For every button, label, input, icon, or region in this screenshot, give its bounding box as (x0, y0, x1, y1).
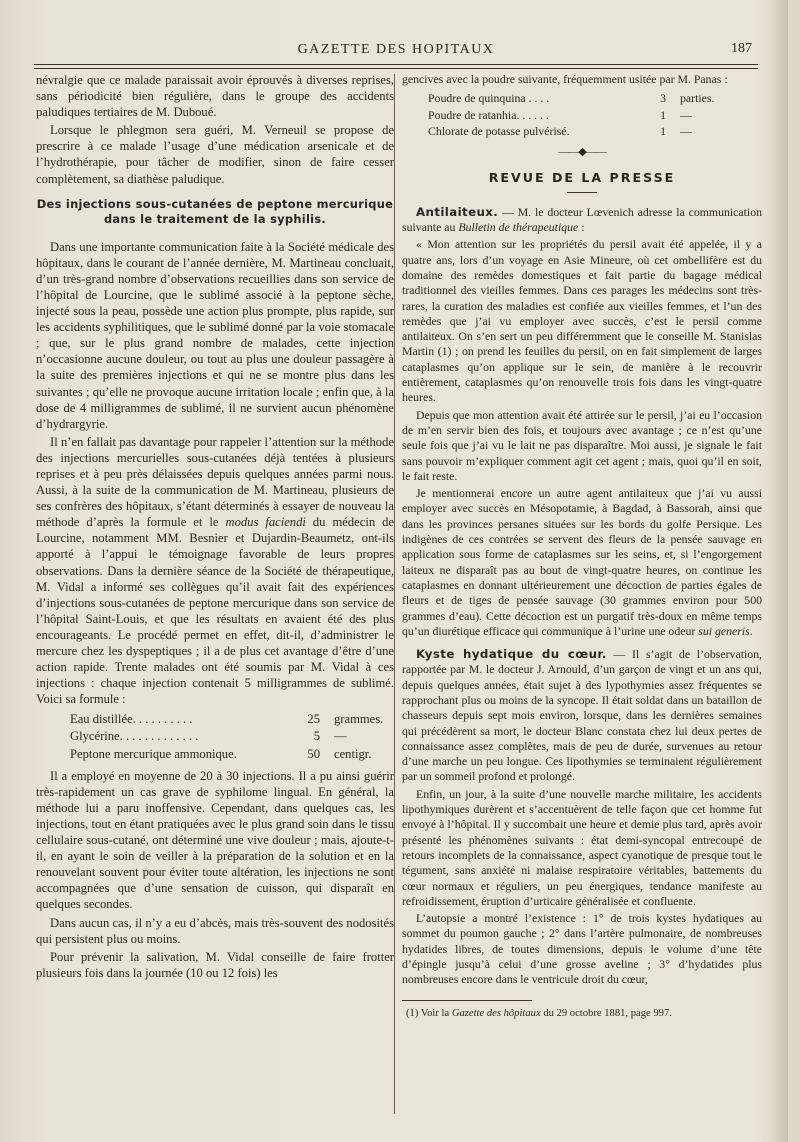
footnote (402, 1007, 762, 1021)
quantity: 25 (307, 712, 320, 727)
left-column (36, 72, 394, 983)
text-run: (1) Voir la (406, 1007, 452, 1019)
journal-title: GAZETTE DES HOPITAUX (297, 42, 495, 57)
ingredient: Poudre de ratanhia. . . . . . (428, 107, 549, 122)
run-in-heading: Antilaiteux. (416, 204, 499, 219)
formula-table (402, 91, 762, 139)
footnote-rule (402, 1000, 532, 1001)
text-run: — Il s’agit de l’observation, rapportée par M. le docteur J. Arnould, d’un garçon de vingt et un ans qui, depuis quelques années, était sujet à des lypothymies assez fréquentes se rapprochant plus ou moins de la syncope. Il était soldat dans un bataillon de chasseurs depuis sept mois environ, lorsque, dans les dernières semaines qui précédèrent sa mort, le docteur Blanc constata chez lui deux pertes de connaissance assez complètes, mais de peu de durée, survenues au retour d’une marche un peu longue. Ces lipothymies se terminaient régulièrement par un sommeil profond et prolongé. (402, 647, 762, 784)
quantity: 3 (660, 91, 666, 106)
ornament-divider: ——◆—— (558, 146, 606, 159)
formula-table (36, 711, 394, 761)
paragraph: « Mon attention sur les propriétés du persil avait été appelée, il y a quatre ans, lors d’un voyage en Asie Mineure, où cet ombellifère est du domaine des remèdes domestiques et fait partie du bagage médical traditionnel des vieilles femmes. Dans ces parages les médecins sont très-rares, la curation des maladies est confiée aux vieilles femmes, et l’un des remèdes que j’ai vu employer avec succès, c’est le persil comme antilaiteux. On s’en sert un peu différemment que le conseille M. Stanislas Martin (1) ; on prend les feuilles du persil, on en fait simplement de larges cataplasmes qu’on applique sur le sein, de manière à le recouvrir entièrement, cataplasmes qu’on renouvelle trois fois dans les vingt-quatre heures. (402, 237, 762, 405)
unit: grammes. (334, 712, 384, 727)
formula-row (428, 108, 762, 123)
italic-text: Gazette des hôpitaux (451, 1007, 541, 1019)
paragraph (402, 486, 762, 639)
paragraph: Il a employé en moyenne de 20 à 30 injections. Il a pu ainsi guérir très-rapidement un cas grave de syphilome lingual. En général, la méthode lui a paru inoffensive. Cependant, dans quelques cas, les injections, tout en étant pratiquées avec le plus grand soin dans le tissu cellulaire sous-cutané, ont déterminé une vive douleur ; mais, ajoute-t-il, en ayant le soin de veiller à la préparation de la solution et en la renouvelant souvent pour éviter toute altération, les injections ne sont accompagnées que d’une sensation de cuisson, qui disparaît en quelques secondes. (36, 768, 394, 912)
paragraph: Depuis que mon attention avait été attirée sur le persil, j’ai eu l’occasion de m’en servir bien des fois, et toujours avec avantage ; ce n’est qu’une seule fois que j’ai vu le lait ne pas disparaître. Moi aussi, je signale le fait sans pouvoir m’expliquer comment agit cet agent ; mais, quoi qu’il en soit, le fait reste. (402, 407, 762, 483)
quantity: 1 (660, 123, 666, 138)
paragraph: Dans aucun cas, il n’y a eu d’abcès, mais très-souvent des nodosités qui persistent plus ou moins. (36, 915, 394, 946)
unit: — (680, 123, 692, 138)
paragraph: névralgie que ce malade paraissait avoir éprouvés à diverses reprises, sans périodicité bien régulière, dans le groupe des accidents paludiques tertiaires de M. Duboué. (36, 73, 394, 120)
paragraph (402, 647, 762, 785)
ingredient: Eau distillée. . . . . . . . . . (70, 712, 193, 727)
unit: parties. (680, 91, 715, 106)
article-heading-line: Des injections sous-cutanées de peptone mercurique (36, 196, 394, 211)
text-run: du médecin de Lourcine, notamment MM. Besnier et Dujardin-Beaumetz, ont-ils apporté à l’appui le témoignage favorable de leurs propres observations. Dans la dernière séance de la Société de thérapeutique, M. Vidal a informé ses collègues qu’il avait fait des expériences d’injections sous-cutanées de peptone mercurique dans son service de l’hôpital Saint-Louis, et que les résultats en avaient été des plus encourageants. Le procédé permet en effet, dit-il, d’administrer le mercure chez les dyspeptiques ; il a de plus cet avantage d’être d’une action rapide. Trente malades ont été soumis par M. Vidal à ces injections : chaque injection contenait 5 milligrammes de sublimé. Voici sa formule : (36, 515, 394, 707)
unit: centigr. (334, 746, 372, 761)
paragraph: Lorsque le phlegmon sera guéri, M. Verneuil se propose de prescrire à ce malade l’usage d’une médication arsenicale et de l’hydrothérapie, pour tâcher de modifier, sinon de faire cesser complètement, sa diathèse paludique. (36, 123, 394, 186)
italic-text: Bulletin de thérapeutique (458, 220, 579, 235)
article-heading-line: dans le traitement de la syphilis. (103, 211, 327, 226)
paragraph: Dans une importante communication faite à la Société médicale des hôpitaux, dans le courant de l’année dernière, M. Martineau concluait, d’un très-grand nombre d’observations recueillies dans son service de l’hôpital de Lourcine, que le sublimé associé à la peptone sèche, injecté sous la peau, possède une action plus prompte, plus rapide, sur les accidents syphilitiques, que le sublimé donné par la voie stomacale ; que, sur le plus grand nombre de malades, cette injection n’occasionne aucune douleur, ou tout au plus une douleur passagère à la suite des premières injections et qui ne se montre plus dans les suivantes ; qu’elle ne provoque aucune irritation locale ; enfin que, à la dose de 4 milligrammes de sublimé, il ne survient aucun phénomène d’hydrargyrie. (36, 239, 394, 431)
formula-row (70, 711, 394, 727)
paragraph (402, 205, 762, 236)
section-title: REVUE DE LA PRESSE (488, 170, 676, 186)
paragraph: gencives avec la poudre suivante, fréquemment usitée par M. Panas : (402, 72, 728, 86)
formula-row (70, 746, 394, 762)
paragraph (36, 434, 394, 708)
section-rule (567, 192, 597, 193)
header-rule (34, 64, 758, 65)
right-column (402, 72, 762, 1023)
unit: — (680, 107, 692, 122)
ingredient: Glycérine. . . . . . . . . . . . . (70, 729, 199, 744)
ingredient: Poudre de quinquina . . . . (428, 91, 550, 106)
ingredient: Chlorate de potasse pulvérisé. (428, 123, 570, 138)
text-run: Il n’en fallait pas davantage pour rappeler l’attention sur la méthode des injections mercurielles sous-cutanées déjà tentées à plusieurs reprises et à peu près délaissées depuis quelques années parmi nous. Aussi, à la suite de la communication de M. Martineau, plusieurs de ses confrères des hôpitaux, s’étant déterminés à essayer de nouveau la méthode d’après la formule et le (36, 434, 394, 530)
text-run: — M. le docteur Lœvenich adresse la communication suivante au (402, 204, 762, 235)
italic-text: sui generis (698, 623, 750, 638)
unit: — (334, 729, 347, 744)
column-divider (394, 74, 395, 1114)
article-heading (36, 197, 394, 227)
text-run: Je mentionnerai encore un autre agent antilaiteux que j’ai vu aussi employer avec succès en Mésopotamie, à Bagdad, à Bassorah, ainsi que dans les provinces persanes situées sur les bords du golfe Persique. Les indigènes de ces contrées se servent des fleurs de la pensée sauvage en application sous forme de cataplasmes sur les seins, et, si l’engorgement laiteux ne disparaît pas au bout de vingt-quatre heures, on continue les cataplasmes en donnant ultérieurement une décoction de parties égales de fleurs et de tiges de pensée sauvage (30 grammes environ pour 500 grammes d’eau). Cette décoction est un purgatif très-doux en même temps qu’un diurétique efficace qui communique à l’urine une odeur (402, 486, 762, 638)
ingredient: Peptone mercurique ammonique. (70, 746, 237, 761)
page-number: 187 (731, 41, 752, 56)
text-run: : (578, 220, 585, 235)
header-rule-thin (34, 68, 758, 69)
page-header (36, 40, 756, 62)
quantity: 50 (307, 746, 320, 761)
formula-row (428, 124, 762, 139)
page-edge-shadow (768, 0, 788, 1142)
quantity: 5 (313, 729, 320, 744)
text-run: . (749, 623, 753, 638)
run-in-heading: Kyste hydatique du cœur. (416, 647, 607, 662)
text-run: du 29 octobre 1881, page 997. (540, 1007, 672, 1019)
italic-text: modus faciendi (225, 515, 306, 530)
paragraph: L’autopsie a montré l’existence : 1° de trois kystes hydatiques au sommet du poumon gauche ; 2° dans l’artère pulmonaire, de nombreuses hydatides libres, de toutes dimensions, depuis le volume d’une tête d’épingle jusqu’à celui d’une grosse aveline ; 3° d’hydatides plus nombreuses encore dans le ventricule droit du cœur, (402, 911, 762, 987)
formula-row (70, 728, 394, 744)
paragraph: Pour prévenir la salivation, M. Vidal conseille de faire frotter plusieurs fois dans la journée (10 ou 12 fois) les (36, 949, 394, 980)
paragraph: Enfin, un jour, à la suite d’une nouvelle marche militaire, les accidents lipothymiques durèrent et s’accentuèrent de telle façon que cet homme fut envoyé à l’hôpital. Il y succombait une heure et demie plus tard, après avoir présenté les phénomènes suivants : état demi-syncopal entrecoupé de retours incomplets de la connaissance, aspect cyanotique de presque tout le tégument, sans anxiété ni malaise respiratoire véritables, battements du cœur normaux et réguliers, un peu énergiques, tendance manifeste au refroidissement, éruption d’urticaire généralisée et confluente. (402, 786, 762, 908)
formula-row (428, 91, 762, 106)
quantity: 1 (660, 107, 666, 122)
